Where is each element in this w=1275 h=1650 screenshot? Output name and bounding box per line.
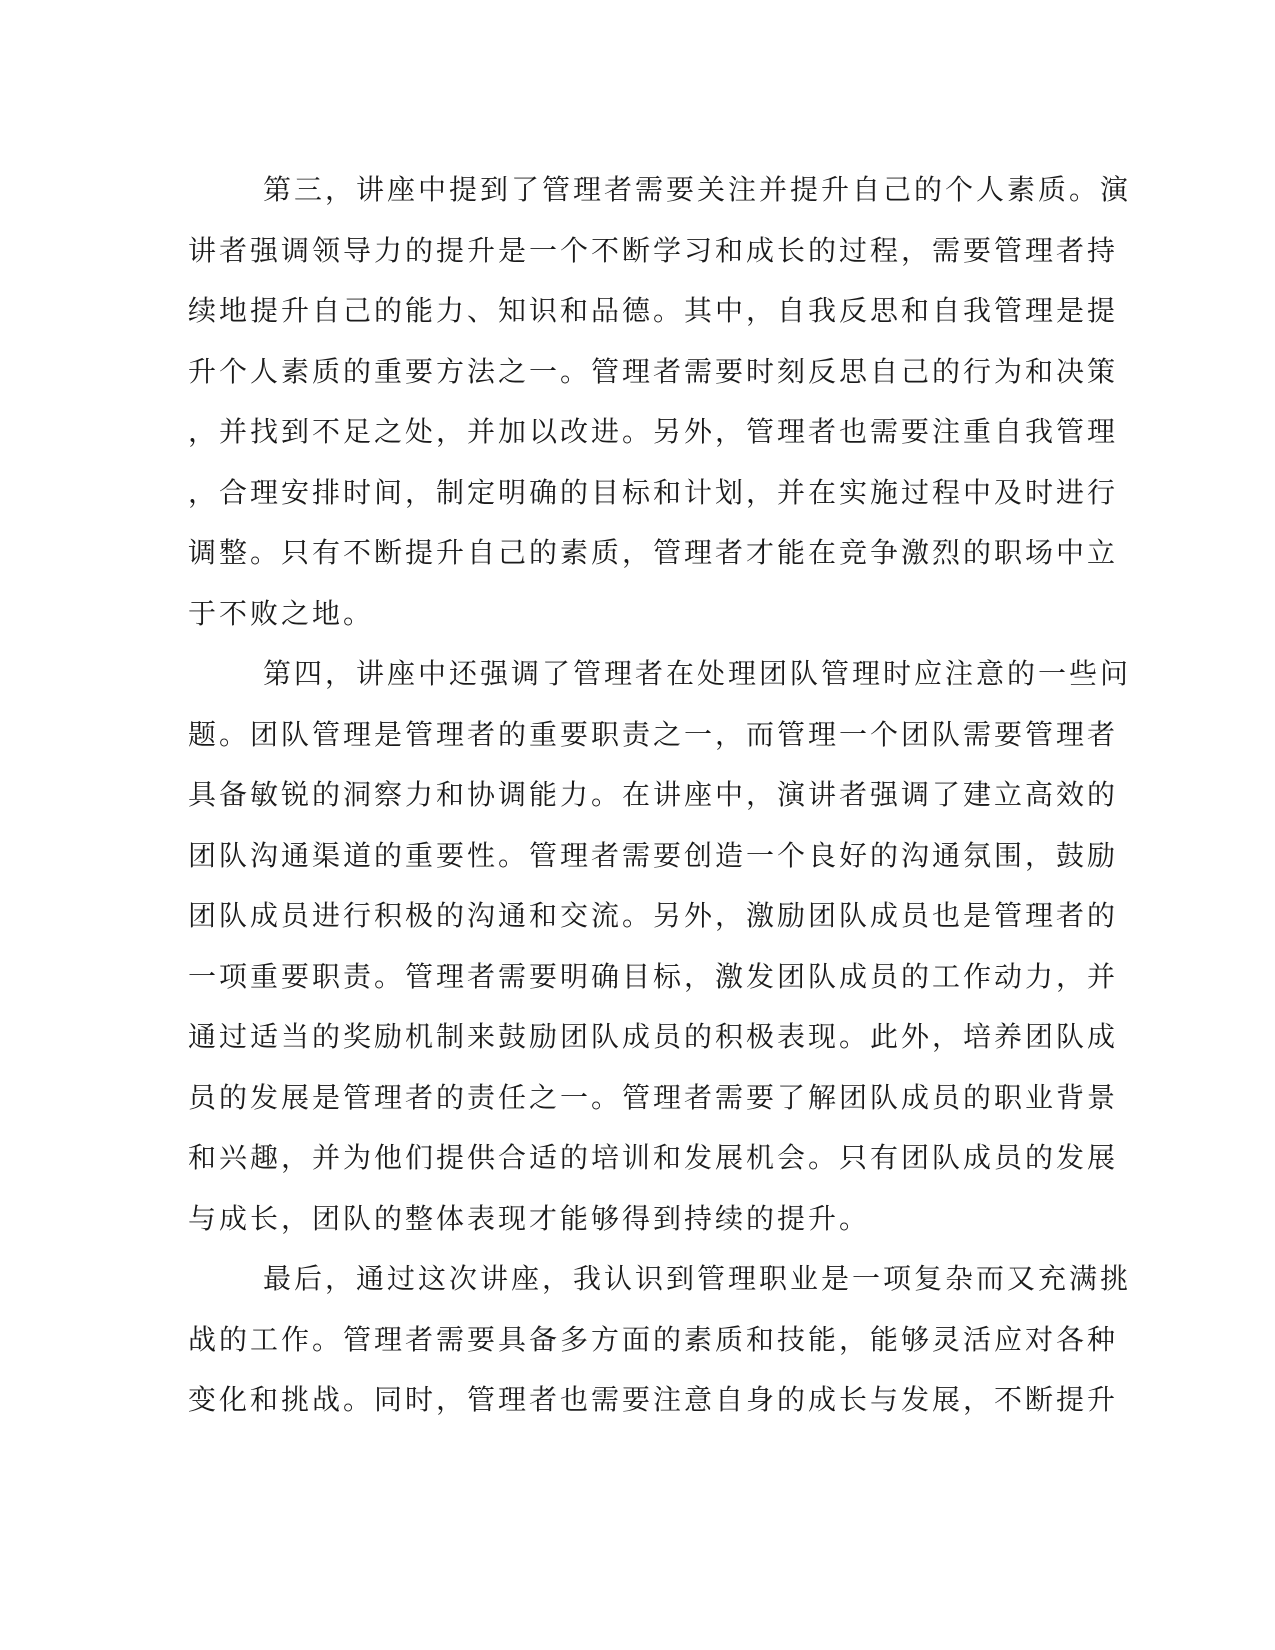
text-line: 第四，讲座中还强调了管理者在处理团队管理时应注意的一些问	[263, 657, 1132, 690]
body-text	[188, 160, 1132, 1431]
text-line: ，合理安排时间，制定明确的目标和计划，并在实施过程中及时进行	[188, 475, 1119, 509]
text-line: 最后，通过这次讲座，我认识到管理职业是一项复杂而又充满挑	[263, 1262, 1132, 1295]
text-line: 与成长，团队的整体表现才能够得到持续的提升。	[188, 1201, 871, 1235]
paragraph-fourth-point	[188, 644, 1132, 1249]
text-line: 具备敏锐的洞察力和协调能力。在讲座中，演讲者强调了建立高效的	[188, 778, 1119, 811]
text-line: 通过适当的奖励机制来鼓励团队成员的积极表现。此外，培养团队成	[188, 1020, 1119, 1053]
text-line: 升个人素质的重要方法之一。管理者需要时刻反思自己的行为和决策	[188, 354, 1119, 388]
text-line: 团队沟通渠道的重要性。管理者需要创造一个良好的沟通氛围，鼓励	[188, 838, 1119, 872]
text-line: 讲者强调领导力的提升是一个不断学习和成长的过程，需要管理者持	[188, 233, 1119, 267]
paragraph-third-point	[188, 160, 1132, 644]
text-line: 和兴趣，并为他们提供合适的培训和发展机会。只有团队成员的发展	[188, 1141, 1119, 1174]
text-line: 变化和挑战。同时，管理者也需要注意自身的成长与发展，不断提升	[188, 1383, 1119, 1416]
text-line: 续地提升自己的能力、知识和品德。其中，自我反思和自我管理是提	[188, 294, 1119, 327]
text-line: ，并找到不足之处，并加以改进。另外，管理者也需要注重自我管理	[188, 415, 1119, 448]
text-line: 第三，讲座中提到了管理者需要关注并提升自己的个人素质。演	[263, 173, 1132, 206]
text-line: 团队成员进行积极的沟通和交流。另外，激励团队成员也是管理者的	[188, 899, 1119, 932]
paragraph-conclusion	[188, 1249, 1132, 1431]
text-line: 员的发展是管理者的责任之一。管理者需要了解团队成员的职业背景	[188, 1080, 1119, 1114]
text-line: 于不败之地。	[188, 596, 375, 630]
text-line: 题。团队管理是管理者的重要职责之一，而管理一个团队需要管理者	[188, 717, 1119, 751]
text-line: 战的工作。管理者需要具备多方面的素质和技能，能够灵活应对各种	[188, 1322, 1119, 1356]
text-line: 一项重要职责。管理者需要明确目标，激发团队成员的工作动力，并	[188, 959, 1119, 993]
text-line: 调整。只有不断提升自己的素质，管理者才能在竞争激烈的职场中立	[188, 536, 1119, 569]
